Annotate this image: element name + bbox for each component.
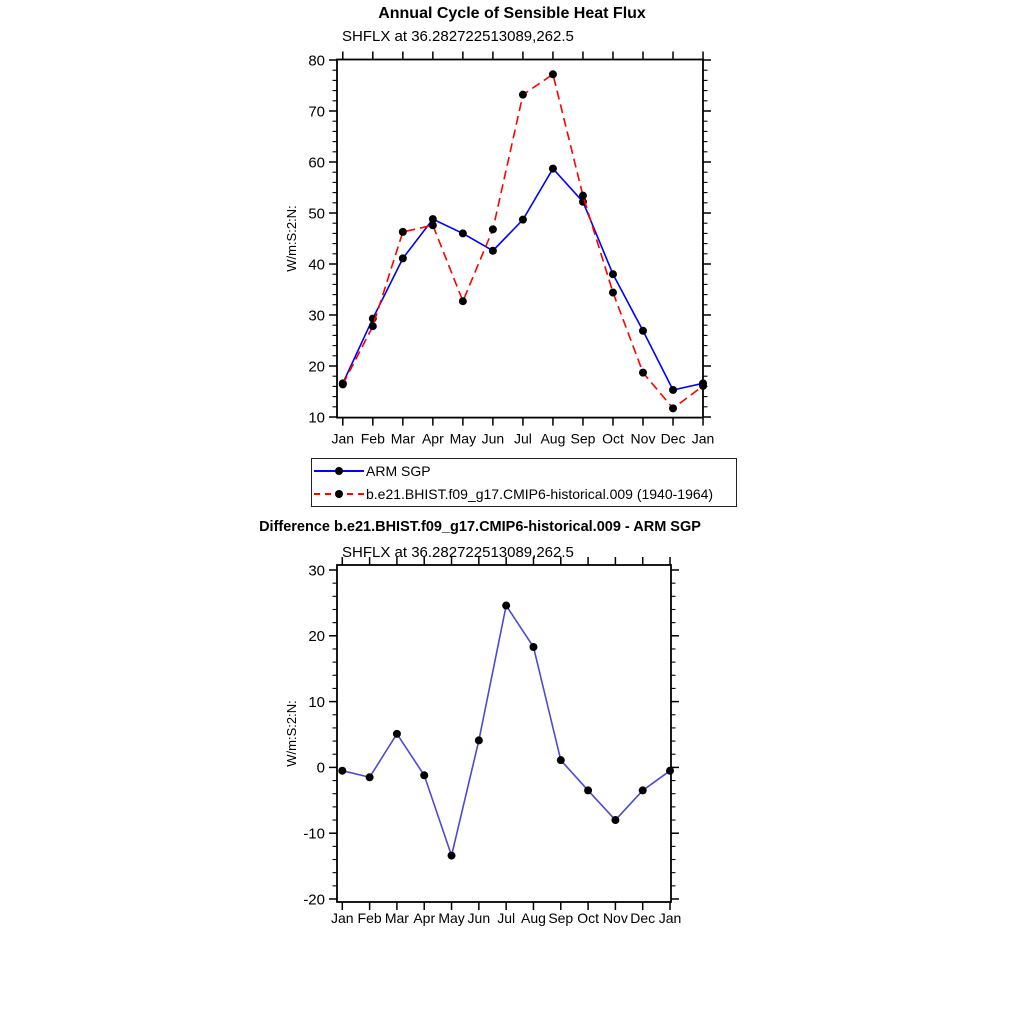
data-point-marker [519, 216, 527, 224]
y-tick-label: 20 [308, 358, 325, 376]
plot-frame [337, 60, 703, 418]
x-tick-label: Jun [481, 430, 505, 447]
data-point-marker [393, 730, 401, 738]
data-point-marker [609, 270, 617, 278]
y-tick-label: -10 [303, 825, 325, 843]
data-point-marker [669, 386, 677, 394]
x-tick-label: May [438, 910, 465, 926]
series-line [343, 74, 703, 408]
data-point-marker [549, 70, 557, 78]
y-tick-label: 60 [308, 154, 325, 172]
data-point-marker [549, 165, 557, 173]
x-tick-label: Jan [691, 430, 715, 447]
x-tick-label: Nov [602, 910, 628, 926]
data-point-marker [639, 786, 647, 794]
y-tick-label: 10 [308, 409, 325, 427]
top-chart-title: Annual Cycle of Sensible Heat Flux [378, 5, 646, 22]
data-point-marker [489, 247, 497, 255]
x-tick-label: Feb [357, 910, 382, 926]
x-tick-label: Apr [421, 430, 444, 447]
data-point-marker [502, 602, 510, 610]
x-tick-label: Oct [577, 910, 599, 926]
top-chart-subtitle: SHFLX at 36.282722513089,262.5 [342, 28, 574, 45]
data-point-marker [669, 404, 677, 412]
x-tick-label: Jan [658, 910, 682, 926]
x-tick-label: Dec [630, 910, 656, 926]
legend-label-model: b.e21.BHIST.f09_g17.CMIP6-historical.009 (1940-1964) [366, 486, 714, 503]
data-point-marker [475, 736, 483, 744]
legend-sample-solid-blue-line [314, 464, 364, 478]
data-point-marker [529, 643, 537, 651]
data-point-marker [579, 192, 587, 200]
difference-chart-title: Difference b.e21.BHIST.f09_g17.CMIP6-historical.009 - ARM SGP [259, 519, 701, 535]
data-point-marker [339, 380, 347, 388]
x-tick-label: Jul [497, 910, 516, 926]
data-point-marker [399, 228, 407, 236]
x-tick-label: Aug [540, 430, 566, 447]
data-point-marker [609, 289, 617, 297]
y-tick-label: 40 [308, 256, 325, 274]
x-tick-label: Apr [413, 910, 436, 926]
data-point-marker [489, 225, 497, 233]
data-point-marker [639, 327, 647, 335]
x-tick-label: Mar [390, 430, 415, 447]
y-axis-label: W/m:S:2:N: [284, 205, 299, 272]
legend [311, 458, 737, 507]
x-tick-label: Jul [513, 430, 532, 447]
legend-sample-dashed-red-line [314, 487, 364, 501]
x-tick-label: Mar [384, 910, 409, 926]
x-tick-label: Jan [331, 430, 355, 447]
x-tick-label: Jan [331, 910, 354, 926]
y-tick-label: 20 [308, 628, 325, 646]
y-tick-label: 30 [308, 307, 325, 325]
legend-label-arm-sgp: ARM SGP [366, 462, 431, 479]
difference-chart-subtitle: SHFLX at 36.282722513089,262.5 [342, 544, 574, 561]
x-tick-label: Feb [360, 430, 385, 447]
data-point-marker [420, 771, 428, 779]
y-tick-label: -20 [303, 891, 325, 909]
y-tick-label: 30 [308, 562, 325, 580]
data-point-marker [699, 382, 707, 390]
data-point-marker [366, 773, 374, 781]
x-tick-label: Sep [570, 430, 596, 447]
data-point-marker [519, 91, 527, 99]
data-point-marker [399, 254, 407, 262]
legend-marker-dot-icon [335, 490, 343, 498]
y-axis-label: W/m:S:2:N: [284, 700, 299, 767]
legend-marker-dot-icon [335, 467, 343, 475]
data-point-marker [584, 786, 592, 794]
data-point-marker [639, 369, 647, 377]
x-tick-label: Dec [660, 430, 686, 447]
x-tick-label: Nov [630, 430, 656, 447]
data-point-marker [557, 756, 565, 764]
x-tick-label: May [449, 430, 477, 447]
y-tick-label: 80 [308, 52, 325, 70]
data-point-marker [369, 322, 377, 330]
data-point-marker [459, 229, 467, 237]
data-point-marker [666, 767, 674, 775]
x-tick-label: Jun [467, 910, 491, 926]
x-tick-label: Sep [548, 910, 574, 926]
data-point-marker [429, 221, 437, 229]
legend-entry-arm-sgp [314, 459, 736, 482]
series-line [342, 606, 670, 856]
data-point-marker [338, 767, 346, 775]
y-tick-label: 50 [308, 205, 325, 223]
legend-entry-model [314, 483, 736, 506]
data-point-marker [611, 816, 619, 824]
y-tick-label: 70 [308, 103, 325, 121]
y-tick-label: 0 [316, 759, 325, 777]
series-line [343, 169, 703, 390]
y-tick-label: 10 [308, 693, 325, 711]
x-tick-label: Oct [602, 430, 624, 447]
data-point-marker [448, 852, 456, 860]
data-point-marker [459, 297, 467, 305]
x-tick-label: Aug [521, 910, 546, 926]
